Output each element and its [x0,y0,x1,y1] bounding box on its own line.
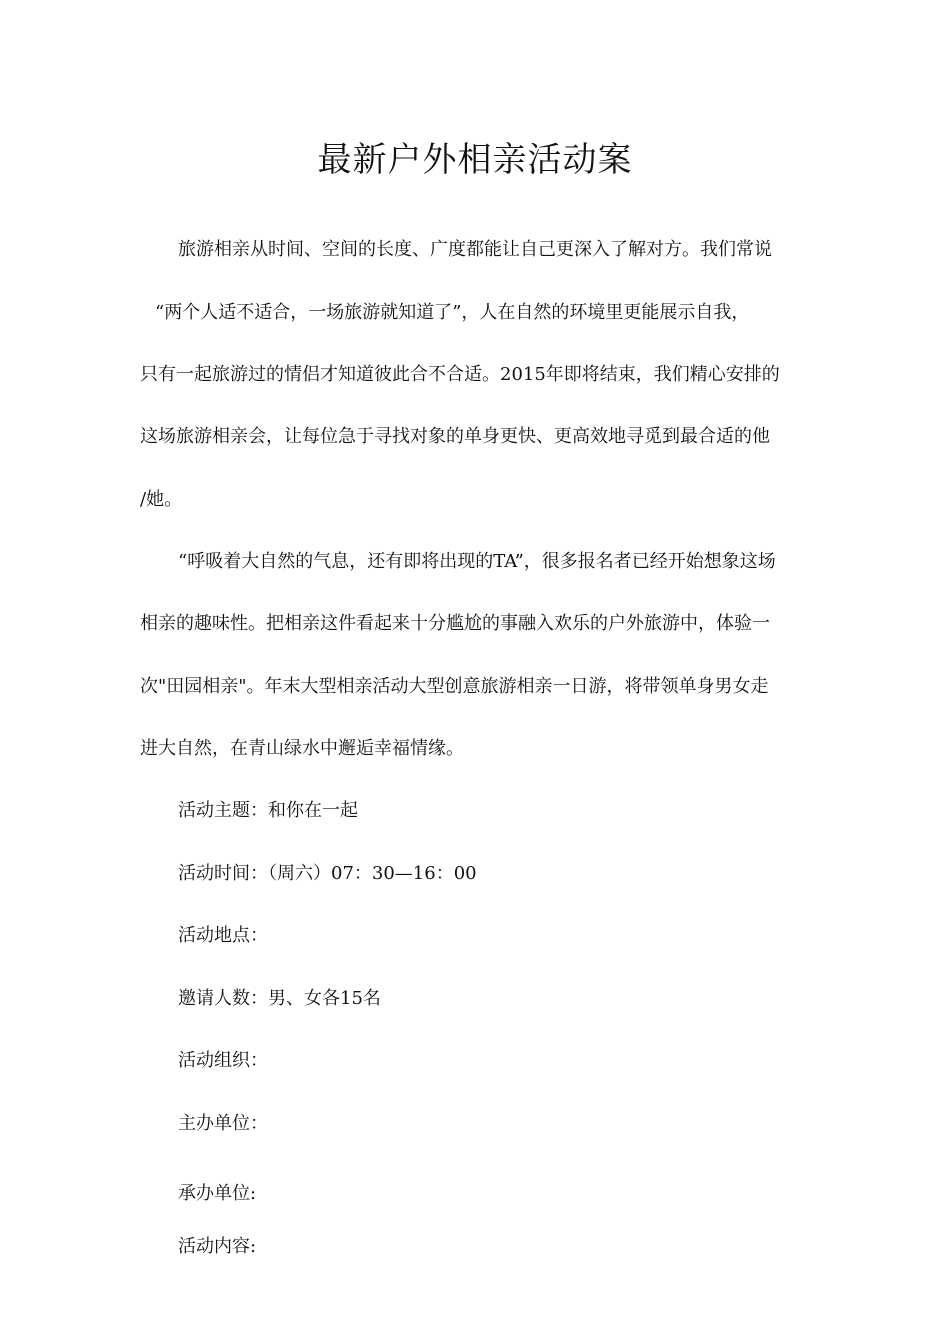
paragraph2-line-3: 次"田园相亲"。年末大型相亲活动大型创意旅游相亲一日游，将带领单身男女走 [140,676,769,697]
field-value: 和你在一起 [268,800,358,821]
paragraph2-line-1: “呼吸着大自然的气息，还有即将出现的TA”，很多报名者已经开始想象这场 [178,551,776,572]
field-invited-count [178,986,381,1012]
field-label: 活动内容: [178,1236,257,1257]
field-activity-theme [178,798,358,824]
field-label: 活动时间： [178,863,268,884]
field-organizer-unit [178,1181,256,1207]
field-activity-time [178,861,477,887]
paragraph1-line-2: “两个人适不适合，一场旅游就知道了”，人在自然的环境里更能展示自我， [155,302,750,323]
paragraph1-line-1: 旅游相亲从时间、空间的长度、广度都能让自己更深入了解对方。我们常说 [178,239,772,260]
field-host-unit [178,1111,268,1137]
field-label: 活动主题： [178,800,268,821]
paragraph2-line-4: 进大自然，在青山绿水中邂逅幸福情缘。 [140,738,464,759]
field-label: 主办单位： [178,1113,268,1134]
paragraph1-line-5: /她。 [140,489,183,510]
field-value: 男、女各15名 [268,988,381,1009]
paragraph1-line-4: 这场旅游相亲会，让每位急于寻找对象的单身更快、更高效地寻觅到最合适的他 [140,426,770,447]
paragraph2-line-2: 相亲的趣味性。把相亲这件看起来十分尴尬的事融入欢乐的户外旅游中，体验一 [140,613,770,634]
field-label: 承办单位: [178,1183,257,1204]
field-label: 邀请人数： [178,988,268,1009]
field-value: （周六）07：30—16：00 [268,863,477,884]
field-label: 活动组织： [178,1050,268,1071]
field-activity-content [178,1234,256,1260]
document-title: 最新户外相亲活动案 [317,140,633,180]
field-activity-location [178,923,268,949]
field-label: 活动地点： [178,925,268,946]
paragraph1-line-3: 只有一起旅游过的情侣才知道彼此合不合适。2015年即将结束，我们精心安排的 [140,364,780,385]
field-activity-organization [178,1048,268,1074]
